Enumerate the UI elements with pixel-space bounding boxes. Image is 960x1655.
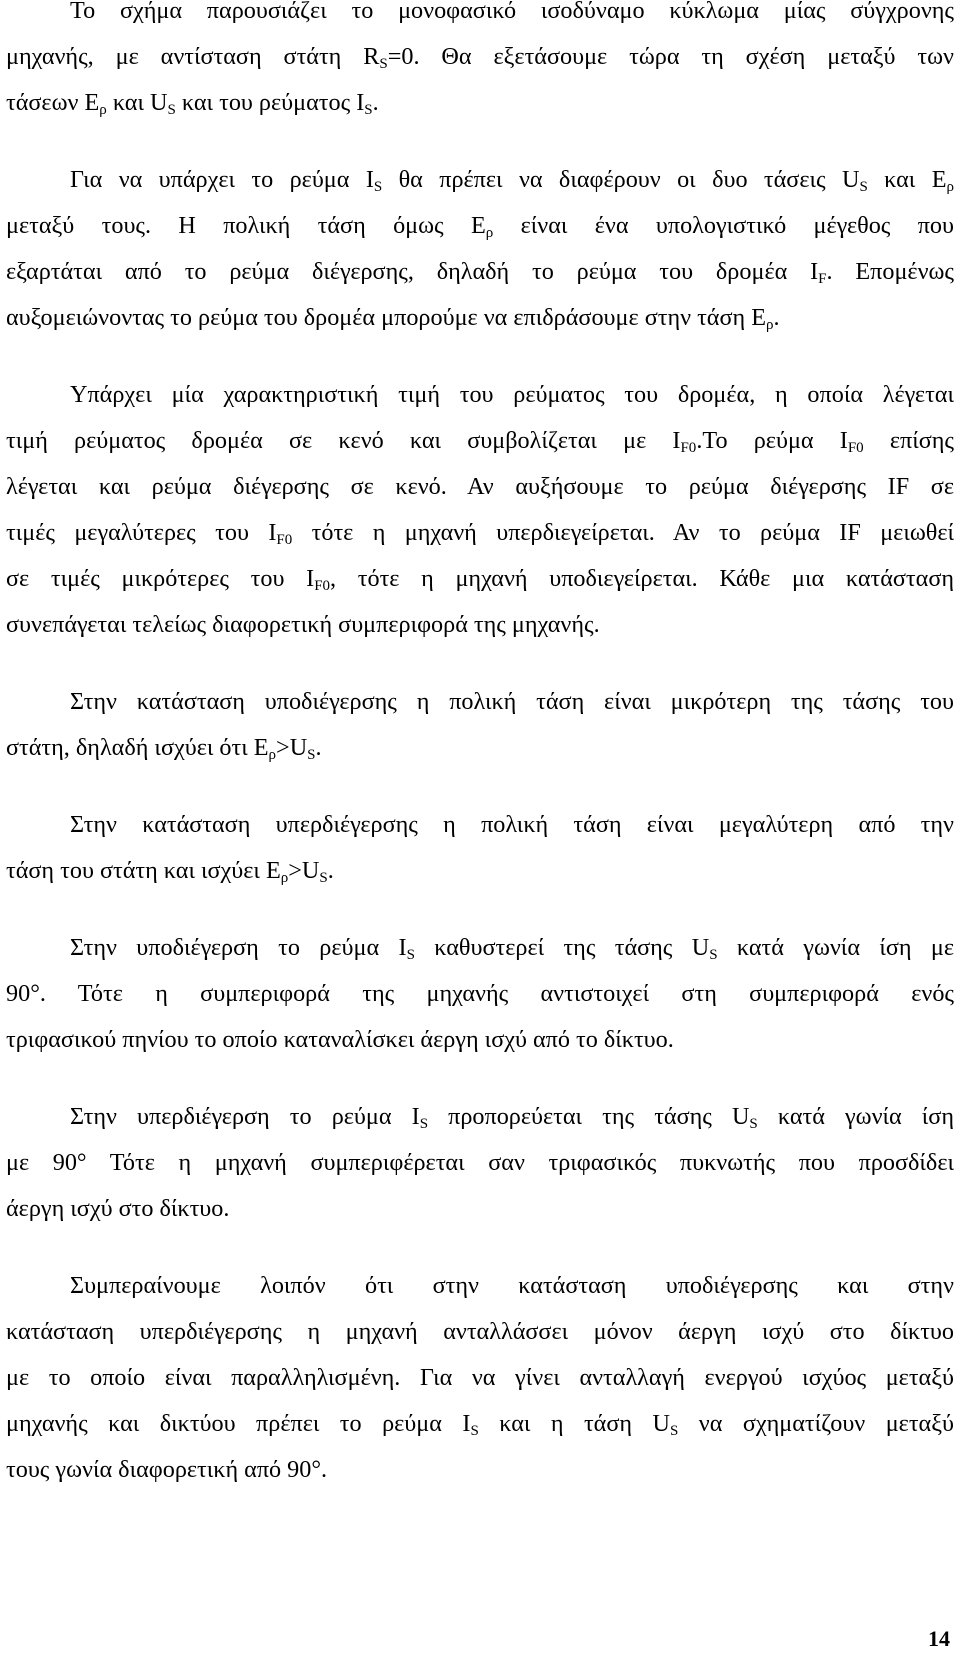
paragraph-7-line-3: άεργη ισχύ στο δίκτυο.: [6, 1195, 230, 1222]
paragraph-3-line-1: Υπάρχει μία χαρακτηριστική τιμή του ρεύματος του δρομέα, η οποία λέγεται: [70, 381, 954, 408]
paragraph-2-line-4: αυξομειώνοντας το ρεύμα του δρομέα μπορούμε να επιδράσουμε στην τάση $E_\rho$.: [6, 304, 780, 333]
paragraph-1-line-3: τάσεων $E_\rho$ και $U_S$ και του ρεύματος $I_S$.: [6, 89, 379, 118]
paragraph-8-line-3: με το οποίο είναι παραλληλισμένη. Για να γίνει ανταλλαγή ενεργού ισχύος μεταξύ: [6, 1364, 954, 1391]
paragraph-5-line-1: Στην κατάσταση υπερδιέγερσης η πολική τάση είναι μεγαλύτερη από την: [70, 811, 954, 838]
paragraph-4-line-2: στάτη, δηλαδή ισχύει ότι $E_\rho>U_S$.: [6, 734, 322, 763]
paragraph-3-line-5: σε τιμές μικρότερες του $I_{F0}$, τότε η μηχανή υποδιεγείρεται. Κάθε μια κατάσταση: [6, 565, 955, 594]
paragraph-1-line-1: Το σχήμα παρουσιάζει το μονοφασικό ισοδύναμο κύκλωμα μίας σύγχρονης: [70, 0, 954, 24]
paragraph-3-line-2: τιμή ρεύματος δρομέα σε κενό και συμβολίζεται με $I_{F0}.To$ ρεύμα $I_{F0}$ επίσης: [6, 427, 954, 456]
paragraph-3-line-4: τιμές μεγαλύτερες του $I_{F0}$ τότε η μηχανή υπερδιεγείρεται. Αν το ρεύμα IF μειωθεί: [6, 519, 954, 548]
paragraph-4-line-1: Στην κατάσταση υποδιέγερσης η πολική τάση είναι μικρότερη της τάσης του: [70, 688, 954, 715]
paragraph-7-line-1: Στην υπερδιέγερση το ρεύμα $I_S$ προπορεύεται της τάσης $U_S$ κατά γωνία ίση: [70, 1103, 954, 1132]
paragraph-3-line-6: συνεπάγεται τελείως διαφορετική συμπεριφορά της μηχανής.: [6, 611, 600, 638]
paragraph-6-line-2: 90°. Τότε η συμπεριφορά της μηχανής αντιστοιχεί στη συμπεριφορά ενός: [6, 980, 954, 1007]
paragraph-8-line-1: Συμπεραίνουμε λοιπόν ότι στην κατάσταση υποδιέγερσης και στην: [70, 1272, 954, 1299]
paragraph-5-line-2: τάση του στάτη και ισχύει $E_\rho>U_S$.: [6, 857, 334, 886]
paragraph-8-line-5: τους γωνία διαφορετική από 90°.: [6, 1456, 328, 1483]
paragraph-6-line-3: τριφασικού πηνίου το οποίο καταναλίσκει άεργη ισχύ από το δίκτυο.: [6, 1026, 674, 1053]
paragraph-2-line-3: εξαρτάται από το ρεύμα διέγερσης, δηλαδή το ρεύμα του δρομέα $I_F$. Επομένως: [6, 258, 955, 287]
paragraph-3-line-3: λέγεται και ρεύμα διέγερσης σε κενό. Αν αυξήσουμε το ρεύμα διέγερσης IF σε: [6, 473, 954, 500]
paragraph-8-line-4: μηχανής και δικτύου πρέπει το ρεύμα $I_S$ και η τάση $U_S$ να σχηματίζουν μεταξύ: [6, 1410, 954, 1439]
page-number: 14: [928, 1626, 950, 1651]
paragraph-2-line-1: Για να υπάρχει το ρεύμα $I_S$ θα πρέπει να διαφέρουν οι δυο τάσεις $U_S$ και $E_\rho$: [70, 166, 954, 195]
paragraph-7-line-2: με 90° Τότε η μηχανή συμπεριφέρεται σαν τριφασικός πυκνωτής που προσδίδει: [6, 1149, 954, 1176]
paragraph-8-line-2: κατάσταση υπερδιέγερσης η μηχανή ανταλλάσσει μόνον άεργη ισχύ στο δίκτυο: [6, 1318, 954, 1345]
paragraph-6-line-1: Στην υποδιέγερση το ρεύμα $I_S$ καθυστερεί της τάσης $U_S$ κατά γωνία ίση με: [70, 934, 954, 963]
paragraph-1-line-2: μηχανής, με αντίσταση στάτη $R_S=0$. Θα εξετάσουμε τώρα τη σχέση μεταξύ των: [6, 43, 954, 72]
paragraph-2-line-2: μεταξύ τους. Η πολική τάση όμως $E_\rho$ είναι ένα υπολογιστικό μέγεθος που: [6, 212, 954, 241]
